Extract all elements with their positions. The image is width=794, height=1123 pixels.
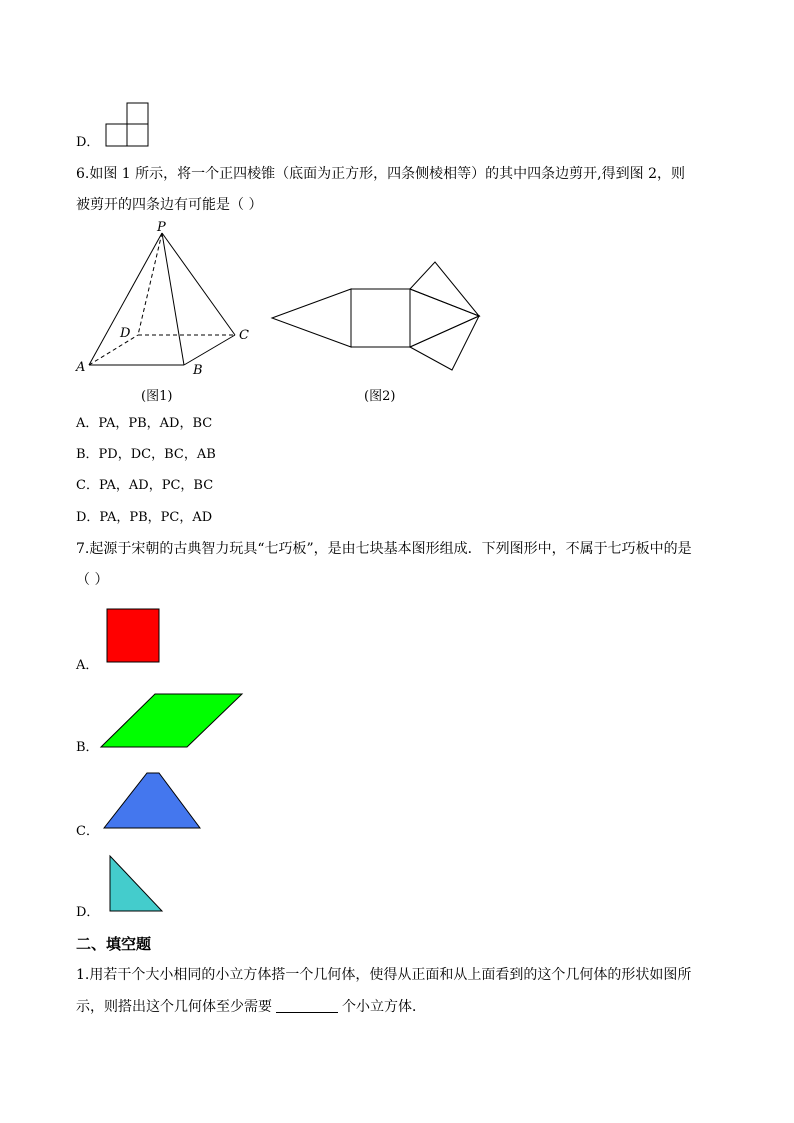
answer-blank[interactable] (276, 998, 338, 1013)
q5-option-d-label: D． (76, 135, 100, 150)
q6-option-b: B．PD，DC，BC，AB (76, 447, 216, 462)
q7-option-b-parallelogram (101, 694, 242, 747)
q7-option-c-trapezoid (104, 773, 200, 828)
q6-option-d: D．PA，PB，PC，AD (76, 510, 213, 525)
q7-stem-line2: （ ） (76, 572, 109, 588)
fill-q1-text-before: 示，则搭出这个几何体至少需要 (76, 999, 272, 1015)
q6-option-c: C．PA，AD，PC，BC (76, 478, 214, 493)
vertex-label-d: D (120, 326, 131, 341)
section2-title: 二、填空题 (76, 935, 152, 953)
q6-stem-line2: 被剪开的四条边有可能是（ ） (76, 197, 263, 213)
vertex-label-c: C (239, 328, 249, 343)
q7-option-a-label: A． (76, 658, 99, 673)
q7-stem-line1: 7.起源于宋朝的古典智力玩具“七巧板”，是由七块基本图形组成．下列图形中，不属于七巧板中的是 (76, 541, 692, 557)
q7-option-c-label: C． (76, 824, 99, 839)
vertex-label-a: A (76, 360, 86, 375)
q6-option-a: A．PA，PB，AD，BC (76, 416, 213, 431)
q7-option-b-label: B． (76, 740, 99, 755)
fill-q1-line1: 1.用若干个大小相同的小立方体搭一个几何体，使得从正面和从上面看到的这个几何体的形状如图所 (76, 967, 692, 983)
q7-option-d-right-triangle (110, 856, 162, 911)
vertex-label-p: P (157, 220, 166, 235)
fill-q1-text-after: 个小立方体． (342, 999, 426, 1015)
q6-figure2-caption: (图2) (364, 389, 396, 404)
vertex-label-b: B (193, 363, 203, 378)
fill-q1-line2 (76, 997, 426, 1017)
q7-option-d-label: D． (76, 905, 100, 920)
q6-figure1-caption: (图1) (141, 389, 173, 404)
q7-option-a-square (107, 609, 159, 662)
q6-stem-line1: 6.如图 1 所示，将一个正四棱锥（底面为正方形，四条侧棱相等）的其中四条边剪开,得到图 2，则 (76, 166, 685, 182)
